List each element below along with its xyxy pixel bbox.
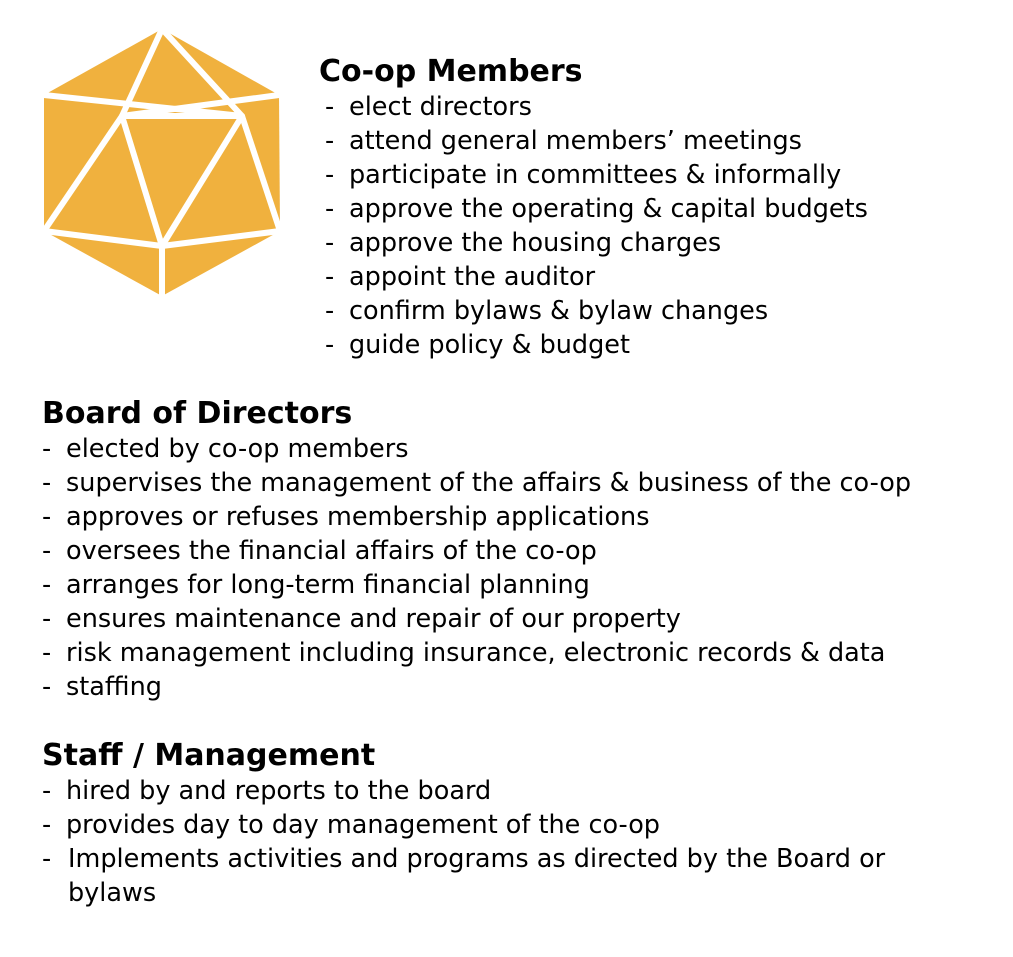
board-of-directors-heading: Board of Directors — [42, 396, 353, 431]
list-item: - Implements activities and programs as directed by the Board or bylaws — [42, 842, 962, 910]
list-item-text: approves or refuses membership applications — [66, 502, 650, 532]
list-item-text: confirm bylaws & bylaw changes — [349, 296, 769, 326]
list-item-text: hired by and reports to the board — [66, 776, 492, 806]
list-item: - risk management including insurance, electronic records & data — [42, 638, 886, 668]
list-item-text: staffing — [66, 672, 162, 702]
list-item: - attend general members’ meetings — [325, 126, 802, 156]
list-item: - supervises the management of the affairs & business of the co-op — [42, 468, 912, 498]
list-item: - provides day to day management of the co-op — [42, 810, 660, 840]
list-item: - approve the housing charges — [325, 228, 722, 258]
co-op-members-section — [319, 54, 868, 362]
list-item-text: participate in committees & informally — [349, 160, 842, 190]
list-item-text: approve the housing charges — [349, 228, 722, 258]
list-item-text: provides day to day management of the co-op — [66, 810, 660, 840]
co-op-members-list — [325, 90, 868, 362]
list-item: - appoint the auditor — [325, 262, 596, 292]
list-item-text: Implements activities and programs as directed by the Board or bylaws — [68, 844, 886, 908]
staff-management-section — [42, 738, 962, 910]
list-item: - approve the operating & capital budgets — [325, 194, 868, 224]
list-item-text: approve the operating & capital budgets — [349, 194, 868, 224]
list-item: - oversees the financial affairs of the co-op — [42, 536, 597, 566]
list-item: - elect directors — [325, 92, 532, 122]
list-item: - arranges for long-term financial planning — [42, 570, 590, 600]
list-item-text: risk management including insurance, electronic records & data — [66, 638, 886, 668]
list-item-text: arranges for long-term financial planning — [66, 570, 590, 600]
list-item-text: elect directors — [349, 92, 532, 122]
list-item: - ensures maintenance and repair of our property — [42, 604, 681, 634]
list-item-text: oversees the financial affairs of the co-op — [66, 536, 597, 566]
list-item: - participate in committees & informally — [325, 160, 842, 190]
list-item-text: attend general members’ meetings — [349, 126, 802, 156]
list-item-text: supervises the management of the affairs & business of the co-op — [66, 468, 912, 498]
list-item: - elected by co-op members — [42, 434, 409, 464]
board-of-directors-list — [42, 432, 911, 704]
staff-management-list — [42, 774, 962, 910]
icosahedron-logo-icon — [41, 26, 283, 298]
list-item-text: guide policy & budget — [349, 330, 630, 360]
list-item: - confirm bylaws & bylaw changes — [325, 296, 769, 326]
list-item: - staffing — [42, 672, 162, 702]
co-op-members-heading: Co-op Members — [319, 54, 583, 89]
list-item-text: ensures maintenance and repair of our property — [66, 604, 681, 634]
list-item-text: appoint the auditor — [349, 262, 596, 292]
list-item-text: elected by co-op members — [66, 434, 409, 464]
list-item: - approves or refuses membership applications — [42, 502, 650, 532]
staff-management-heading: Staff / Management — [42, 738, 376, 773]
board-of-directors-section — [42, 396, 911, 704]
list-item: - hired by and reports to the board — [42, 776, 492, 806]
list-item: - guide policy & budget — [325, 330, 630, 360]
